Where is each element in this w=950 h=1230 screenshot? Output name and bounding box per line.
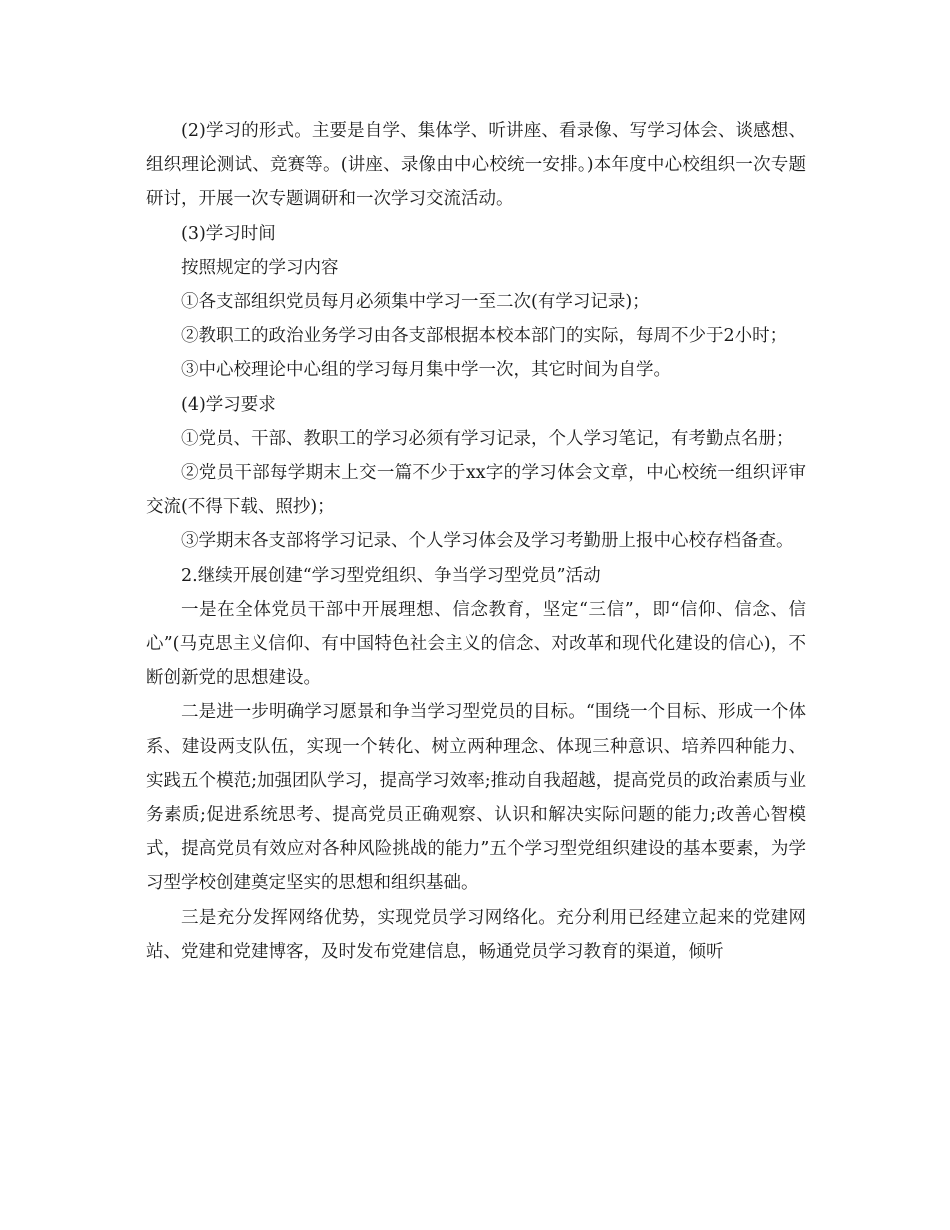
list-item-study-essays: ②党员干部每学期末上交一篇不少于xx字的学习体会文章，中心校统一组织评审交流(不得下载、照抄)； [146,463,806,518]
list-item-center-group-study: ③中心校理论中心组的学习每月集中学一次，其它时间为自学。 [181,360,671,381]
paragraph-third-point: 三是充分发挥网络优势，实现党员学习网络化。充分利用已经建立起来的党建网站、党建和党建博客，及时发布党建信息，畅通党员学习教育的渠道，倾听 [146,907,806,962]
paragraph-second-point: 二是进一步明确学习愿景和争当学习型党员的目标。“围绕一个目标、形成一个体系、建设两支队伍，实现一个转化、树立两种理念、体现三种意识、培养四种能力、实践五个模范;加强团队学习，提高学习效率;推动自我超越，提高党员的政治素质与业务素质;促进系统思考、提高党员正确观察、认识和解决实际问题的能力;改善心智模式，提高党员有效应对各种风险挑战的能力”五个学习型党组织建设的基本要素，为学习型学校创建奠定坚实的思想和组织基础。 [146,702,806,894]
list-item-staff-study: ②教职工的政治业务学习由各支部根据本校本部门的实际，每周不少于2小时； [181,326,788,347]
paragraph-learning-forms: (2)学习的形式。主要是自学、集体学、听讲座、看录像、写学习体会、谈感想、组织理论测试、竞赛等。(讲座、录像由中心校统一安排。)本年度中心校组织一次专题研讨，开展一次专题调研和一次学习交流活动。 [146,121,806,210]
heading-learning-time: (3)学习时间 [181,223,276,244]
paragraph-learning-content: 按照规定的学习内容 [181,257,339,278]
list-item-branch-study: ①各支部组织党员每月必须集中学习一至二次(有学习记录)； [181,292,650,313]
heading-learning-party-activity: 2.继续开展创建“学习型党组织、争当学习型党员”活动 [181,565,601,586]
paragraph-first-point: 一是在全体党员干部中开展理想、信念教育，坚定“三信”，即“信仰、信念、信心”(马克思主义信仰、有中国特色社会主义的信念、对改革和现代化建设的信心)，不断创新党的思想建设。 [146,599,806,689]
heading-learning-requirements: (4)学习要求 [181,394,276,415]
list-item-archive: ③学期末各支部将学习记录、个人学习体会及学习考勤册上报中心校存档备查。 [181,531,794,552]
document-body [146,114,806,969]
list-item-study-records: ①党员、干部、教职工的学习必须有学习记录，个人学习笔记，有考勤点名册； [181,428,794,449]
